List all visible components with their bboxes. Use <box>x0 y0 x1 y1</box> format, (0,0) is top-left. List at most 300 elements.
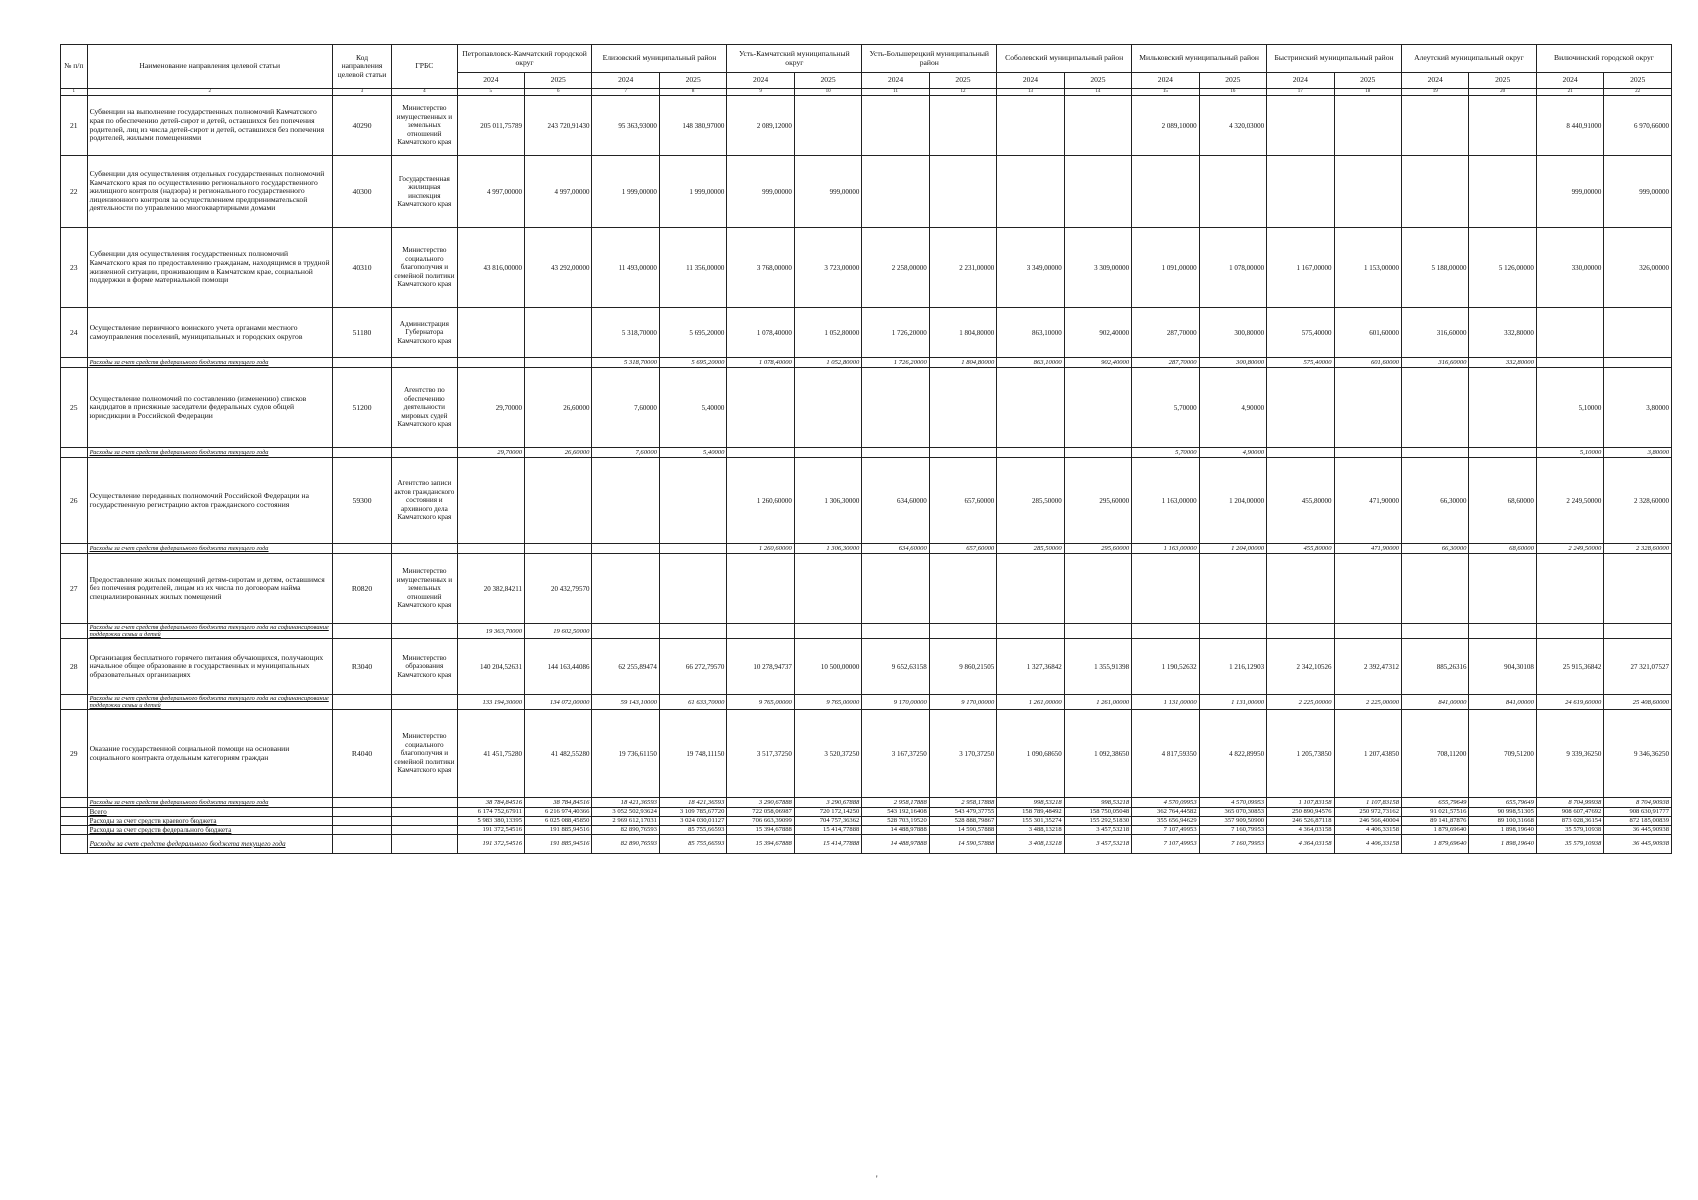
amount-cell: 655,79649 <box>1401 798 1468 808</box>
row-grbs: Агентство записи актов гражданского состояния и архивного дела Камчатского края <box>392 458 457 544</box>
column-number: 17 <box>1267 89 1334 96</box>
amount-cell: 1 999,00000 <box>592 156 659 228</box>
amount-cell: 246 566,40004 <box>1334 817 1401 826</box>
amount-cell: 706 663,39099 <box>727 817 794 826</box>
amount-cell: 2 958,17888 <box>929 798 996 808</box>
amount-cell: 1 260,60000 <box>727 458 794 544</box>
amount-cell: 61 633,70000 <box>659 695 726 710</box>
district-header: Вилючинский городской округ <box>1536 45 1671 73</box>
row-grbs: Государственная жилищная инспекция Камчатского края <box>392 156 457 228</box>
amount-cell: 3 457,53218 <box>1064 826 1131 835</box>
amount-cell: 1 163,00000 <box>1132 458 1199 544</box>
amount-cell: 191 372,54516 <box>457 826 524 835</box>
amount-cell: 85 755,66593 <box>659 835 726 854</box>
row-name: Осуществление переданных полномочий Российской Федерации на государственную регистрацию актов гражданского состояния <box>87 458 332 544</box>
amount-cell <box>929 554 996 624</box>
amount-cell: 15 394,67888 <box>727 835 794 854</box>
amount-cell <box>1401 624 1468 639</box>
col-number-header: № п/п <box>61 45 88 89</box>
amount-cell <box>997 156 1064 228</box>
amount-cell: 1 091,00000 <box>1132 228 1199 308</box>
row-name: Субвенции для осуществления отдельных государственных полномочий Камчатского края по осуществлению регионального государственного жилищного контроля (надзора) и регионального государственного лицензионного контроля за осуществлением предпринимательской деятельности по управлению многоквартирными домами <box>87 156 332 228</box>
amount-cell: 15 414,77888 <box>794 835 861 854</box>
row-name: Расходы за счет средств федерального бюджета текущего года на софинансирование поддержки семьи и детей <box>87 624 332 639</box>
amount-cell <box>997 554 1064 624</box>
amount-cell <box>659 544 726 554</box>
amount-cell <box>862 448 929 458</box>
amount-cell <box>1536 554 1603 624</box>
amount-cell <box>1132 554 1199 624</box>
amount-cell: 528 703,19520 <box>862 817 929 826</box>
amount-cell: 246 526,87118 <box>1267 817 1334 826</box>
amount-cell <box>1401 156 1468 228</box>
amount-cell: 295,60000 <box>1064 544 1131 554</box>
amount-cell: 2 225,00000 <box>1267 695 1334 710</box>
amount-cell: 25 915,36842 <box>1536 639 1603 695</box>
amount-cell: 3 170,37250 <box>929 710 996 798</box>
amount-cell: 15 414,77888 <box>794 826 861 835</box>
amount-cell: 1 306,30000 <box>794 458 861 544</box>
amount-cell <box>1334 624 1401 639</box>
table-row <box>61 228 1672 308</box>
amount-cell: 885,26316 <box>1401 639 1468 695</box>
amount-cell <box>1536 308 1603 358</box>
row-name: Расходы за счет средств федерального бюджета текущего года <box>87 358 332 368</box>
amount-cell: 999,00000 <box>1604 156 1672 228</box>
amount-cell <box>929 624 996 639</box>
amount-cell: 2 249,50000 <box>1536 544 1603 554</box>
amount-cell <box>1604 554 1672 624</box>
amount-cell <box>1401 554 1468 624</box>
row-code <box>332 695 391 710</box>
total-row <box>61 826 1672 835</box>
amount-cell: 2 328,60000 <box>1604 458 1672 544</box>
amount-cell: 1 207,43850 <box>1334 710 1401 798</box>
amount-cell <box>525 358 592 368</box>
amount-cell <box>862 368 929 448</box>
amount-cell <box>929 368 996 448</box>
row-grbs <box>392 358 457 368</box>
amount-cell <box>1064 368 1131 448</box>
amount-cell: 2 342,10526 <box>1267 639 1334 695</box>
amount-cell <box>1267 448 1334 458</box>
row-grbs <box>392 835 457 854</box>
row-name: Расходы за счет средств федерального бюджета <box>87 826 332 835</box>
row-number <box>61 544 88 554</box>
amount-cell: 841,00000 <box>1401 695 1468 710</box>
row-number: 22 <box>61 156 88 228</box>
amount-cell <box>525 544 592 554</box>
column-number: 22 <box>1604 89 1672 96</box>
amount-cell <box>929 156 996 228</box>
amount-cell: 140 204,52631 <box>457 639 524 695</box>
year-header: 2024 <box>1536 73 1603 89</box>
amount-cell: 1 898,19640 <box>1469 835 1536 854</box>
amount-cell: 2 225,00000 <box>1334 695 1401 710</box>
amount-cell: 3 517,37250 <box>727 710 794 798</box>
page-mark: ' <box>876 1174 878 1184</box>
amount-cell: 1 052,80000 <box>794 308 861 358</box>
row-grbs <box>392 808 457 817</box>
row-grbs <box>392 798 457 808</box>
amount-cell: 41 482,55280 <box>525 710 592 798</box>
amount-cell <box>457 544 524 554</box>
row-number <box>61 826 88 835</box>
district-header: Елизовский муниципальный район <box>592 45 727 73</box>
row-grbs: Министерство образования Камчатского края <box>392 639 457 695</box>
district-header: Усть-Камчатский муниципальный округ <box>727 45 862 73</box>
amount-cell: 15 394,67888 <box>727 826 794 835</box>
amount-cell: 1 898,19640 <box>1469 826 1536 835</box>
amount-cell <box>1334 448 1401 458</box>
amount-cell: 998,53218 <box>997 798 1064 808</box>
amount-cell: 316,60000 <box>1401 308 1468 358</box>
amount-cell <box>1064 624 1131 639</box>
amount-cell: 2 969 612,17031 <box>592 817 659 826</box>
amount-cell: 9 346,36250 <box>1604 710 1672 798</box>
amount-cell: 158 750,05048 <box>1064 808 1131 817</box>
row-name: Предоставление жилых помещений детям-сиротам и детям, оставшимся без попечения родителей, лицам из их числа по договорам найма специализированных жилых помещений <box>87 554 332 624</box>
amount-cell: 3 457,53218 <box>1064 835 1131 854</box>
amount-cell <box>794 554 861 624</box>
amount-cell: 82 890,76593 <box>592 835 659 854</box>
amount-cell <box>1199 156 1266 228</box>
district-header: Быстринский муниципальный район <box>1267 45 1402 73</box>
amount-cell: 4 817,59350 <box>1132 710 1199 798</box>
column-number: 15 <box>1132 89 1199 96</box>
amount-cell <box>1064 448 1131 458</box>
amount-cell: 2 958,17888 <box>862 798 929 808</box>
amount-cell: 601,60000 <box>1334 308 1401 358</box>
amount-cell <box>1401 448 1468 458</box>
amount-cell: 35 579,10938 <box>1536 835 1603 854</box>
table-row <box>61 458 1672 544</box>
amount-cell: 43 816,00000 <box>457 228 524 308</box>
column-number: 12 <box>929 89 996 96</box>
row-grbs: Администрация Губернатора Камчатского края <box>392 308 457 358</box>
amount-cell: 9 170,00000 <box>862 695 929 710</box>
amount-cell <box>997 448 1064 458</box>
amount-cell <box>929 448 996 458</box>
amount-cell: 3 768,00000 <box>727 228 794 308</box>
amount-cell <box>1469 368 1536 448</box>
amount-cell <box>1064 96 1131 156</box>
amount-cell <box>525 458 592 544</box>
row-number <box>61 808 88 817</box>
column-number: 18 <box>1334 89 1401 96</box>
amount-cell: 3 349,00000 <box>997 228 1064 308</box>
amount-cell <box>1469 96 1536 156</box>
table-row <box>61 554 1672 624</box>
amount-cell <box>794 368 861 448</box>
amount-cell: 471,90000 <box>1334 458 1401 544</box>
row-name: Расходы за счет средств краевого бюджета <box>87 817 332 826</box>
amount-cell: 36 445,90938 <box>1604 835 1672 854</box>
amount-cell: 43 292,00000 <box>525 228 592 308</box>
amount-cell: 20 432,79570 <box>525 554 592 624</box>
amount-cell: 1 804,80000 <box>929 308 996 358</box>
amount-cell <box>1199 624 1266 639</box>
amount-cell: 330,00000 <box>1536 228 1603 308</box>
amount-cell: 2 089,12000 <box>727 96 794 156</box>
row-grbs <box>392 695 457 710</box>
amount-cell: 191 372,54516 <box>457 835 524 854</box>
column-number: 2 <box>87 89 332 96</box>
amount-cell <box>1469 156 1536 228</box>
amount-cell: 2 392,47312 <box>1334 639 1401 695</box>
year-header: 2024 <box>1401 73 1468 89</box>
amount-cell <box>862 624 929 639</box>
column-number-row <box>61 89 1672 96</box>
column-number: 6 <box>525 89 592 96</box>
amount-cell <box>592 554 659 624</box>
amount-cell: 5 188,00000 <box>1401 228 1468 308</box>
amount-cell: 7,60000 <box>592 368 659 448</box>
amount-cell <box>1267 624 1334 639</box>
row-code: 51200 <box>332 368 391 448</box>
row-grbs: Министерство имущественных и земельных отношений Камчатского края <box>392 96 457 156</box>
year-header: 2025 <box>1604 73 1672 89</box>
amount-cell: 332,80000 <box>1469 358 1536 368</box>
amount-cell: 1 261,00000 <box>997 695 1064 710</box>
subtotal-row <box>61 798 1672 808</box>
row-number: 28 <box>61 639 88 695</box>
amount-cell: 14 488,97888 <box>862 826 929 835</box>
amount-cell: 8 440,91000 <box>1536 96 1603 156</box>
amount-cell: 332,80000 <box>1469 308 1536 358</box>
district-header: Алеутский муниципальный округ <box>1401 45 1536 73</box>
amount-cell: 1 204,00000 <box>1199 544 1266 554</box>
amount-cell: 6 216 974,40366 <box>525 808 592 817</box>
amount-cell: 18 421,36593 <box>659 798 726 808</box>
column-number: 1 <box>61 89 88 96</box>
amount-cell <box>794 448 861 458</box>
year-header: 2025 <box>525 73 592 89</box>
amount-cell: 3 408,13218 <box>997 835 1064 854</box>
row-number <box>61 448 88 458</box>
amount-cell: 365 070,30853 <box>1199 808 1266 817</box>
amount-cell <box>1132 156 1199 228</box>
subtotal-row <box>61 695 1672 710</box>
column-number: 4 <box>392 89 457 96</box>
amount-cell: 8 704,99938 <box>1536 798 1603 808</box>
row-name: Расходы за счет средств федерального бюджета текущего года <box>87 798 332 808</box>
row-number: 27 <box>61 554 88 624</box>
row-number: 24 <box>61 308 88 358</box>
amount-cell <box>1469 554 1536 624</box>
amount-cell: 95 363,93000 <box>592 96 659 156</box>
amount-cell <box>727 368 794 448</box>
amount-cell: 1 107,83158 <box>1267 798 1334 808</box>
year-header: 2024 <box>592 73 659 89</box>
amount-cell <box>1604 624 1672 639</box>
amount-cell: 902,40000 <box>1064 358 1131 368</box>
amount-cell <box>457 308 524 358</box>
amount-cell <box>1604 308 1672 358</box>
amount-cell: 904,30108 <box>1469 639 1536 695</box>
amount-cell: 998,53218 <box>1064 798 1131 808</box>
row-name: Субвенции на выполнение государственных полномочий Камчатского края по обеспечению детей-сирот и детей, оставшихся без попечения родителей, лиц из числа детей-сирот и детей, оставшихся без попечения родителей, жилыми помещениями <box>87 96 332 156</box>
row-number <box>61 817 88 826</box>
year-header: 2024 <box>457 73 524 89</box>
amount-cell: 300,80000 <box>1199 308 1266 358</box>
amount-cell: 41 451,75280 <box>457 710 524 798</box>
row-grbs <box>392 817 457 826</box>
amount-cell: 191 885,94516 <box>525 826 592 835</box>
amount-cell: 38 784,84516 <box>525 798 592 808</box>
amount-cell: 14 488,97888 <box>862 835 929 854</box>
amount-cell: 4 997,00000 <box>457 156 524 228</box>
amount-cell: 250 890,94576 <box>1267 808 1334 817</box>
subtotal-row <box>61 624 1672 639</box>
row-name: Осуществление первичного воинского учета органами местного самоуправления поселений, муниципальных и городских округов <box>87 308 332 358</box>
amount-cell: 6 970,66000 <box>1604 96 1672 156</box>
amount-cell <box>659 458 726 544</box>
amount-cell: 4 822,89950 <box>1199 710 1266 798</box>
total-row <box>61 817 1672 826</box>
amount-cell: 1 204,00000 <box>1199 458 1266 544</box>
year-header: 2025 <box>1334 73 1401 89</box>
amount-cell: 3 109 785,67720 <box>659 808 726 817</box>
amount-cell: 9 170,00000 <box>929 695 996 710</box>
amount-cell: 9 652,63158 <box>862 639 929 695</box>
amount-cell: 26,60000 <box>525 448 592 458</box>
amount-cell: 287,70000 <box>1132 358 1199 368</box>
amount-cell: 3 290,67888 <box>727 798 794 808</box>
subtotal-row <box>61 544 1672 554</box>
column-number: 5 <box>457 89 524 96</box>
amount-cell: 2 249,50000 <box>1536 458 1603 544</box>
amount-cell: 1 261,00000 <box>1064 695 1131 710</box>
amount-cell <box>1334 96 1401 156</box>
row-code <box>332 817 391 826</box>
row-number: 26 <box>61 458 88 544</box>
amount-cell <box>997 96 1064 156</box>
amount-cell: 5,40000 <box>659 448 726 458</box>
amount-cell: 82 890,76593 <box>592 826 659 835</box>
row-name: Расходы за счет средств федерального бюджета текущего года <box>87 544 332 554</box>
amount-cell: 1 999,00000 <box>659 156 726 228</box>
amount-cell: 2 258,00000 <box>862 228 929 308</box>
amount-cell: 6 174 752,67911 <box>457 808 524 817</box>
amount-cell: 19 602,50000 <box>525 624 592 639</box>
row-grbs <box>392 544 457 554</box>
amount-cell: 1 090,68650 <box>997 710 1064 798</box>
amount-cell: 543 192,16408 <box>862 808 929 817</box>
year-header: 2025 <box>659 73 726 89</box>
row-code <box>332 808 391 817</box>
amount-cell <box>929 96 996 156</box>
amount-cell: 5,10000 <box>1536 368 1603 448</box>
year-header: 2024 <box>1267 73 1334 89</box>
row-code <box>332 358 391 368</box>
amount-cell: 720 172,14250 <box>794 808 861 817</box>
amount-cell: 873 028,36154 <box>1536 817 1603 826</box>
amount-cell: 3 723,00000 <box>794 228 861 308</box>
amount-cell: 908 630,91777 <box>1604 808 1672 817</box>
amount-cell: 144 163,44086 <box>525 639 592 695</box>
amount-cell: 4 406,33158 <box>1334 835 1401 854</box>
amount-cell: 20 382,84211 <box>457 554 524 624</box>
amount-cell: 3,80000 <box>1604 448 1672 458</box>
amount-cell: 1 726,20000 <box>862 358 929 368</box>
row-number: 21 <box>61 96 88 156</box>
row-name: Субвенции для осуществления государственных полномочий Камчатского края по предоставлению гражданам, находящимся в трудной жизненной ситуации, проживающим в Камчатском крае, социальной поддержки в форме материальной помощи <box>87 228 332 308</box>
amount-cell: 1 726,20000 <box>862 308 929 358</box>
amount-cell: 1 107,83158 <box>1334 798 1401 808</box>
amount-cell: 6 025 088,45850 <box>525 817 592 826</box>
amount-cell: 3,80000 <box>1604 368 1672 448</box>
amount-cell: 999,00000 <box>794 156 861 228</box>
amount-cell: 5 983 380,13395 <box>457 817 524 826</box>
row-name: Оказание государственной социальной помощи на основании социального контракта отдельным категориям граждан <box>87 710 332 798</box>
amount-cell: 4 364,03158 <box>1267 835 1334 854</box>
amount-cell <box>659 554 726 624</box>
amount-cell: 11 493,00000 <box>592 228 659 308</box>
row-number: 25 <box>61 368 88 448</box>
col-grbs-header: ГРБС <box>392 45 457 89</box>
amount-cell: 14 590,57888 <box>929 835 996 854</box>
amount-cell: 7 107,49953 <box>1132 826 1199 835</box>
row-number: 23 <box>61 228 88 308</box>
row-code: R4040 <box>332 710 391 798</box>
amount-cell: 1 190,52632 <box>1132 639 1199 695</box>
amount-cell: 575,40000 <box>1267 358 1334 368</box>
amount-cell: 285,50000 <box>997 544 1064 554</box>
amount-cell: 300,80000 <box>1199 358 1266 368</box>
amount-cell: 148 380,97000 <box>659 96 726 156</box>
amount-cell: 7 160,79953 <box>1199 835 1266 854</box>
amount-cell: 14 590,57888 <box>929 826 996 835</box>
table-body <box>61 96 1672 854</box>
row-code: 40290 <box>332 96 391 156</box>
amount-cell: 10 500,00000 <box>794 639 861 695</box>
amount-cell: 7 160,79953 <box>1199 826 1266 835</box>
amount-cell: 29,70000 <box>457 368 524 448</box>
amount-cell <box>727 448 794 458</box>
column-number: 14 <box>1064 89 1131 96</box>
amount-cell: 7,60000 <box>592 448 659 458</box>
amount-cell <box>525 308 592 358</box>
subtotal-row <box>61 448 1672 458</box>
col-name-header: Наименование направления целевой статьи <box>87 45 332 89</box>
row-code: 40310 <box>332 228 391 308</box>
column-number: 11 <box>862 89 929 96</box>
amount-cell: 902,40000 <box>1064 308 1131 358</box>
row-grbs: Министерство социального благополучия и семейной политики Камчатского края <box>392 228 457 308</box>
amount-cell: 455,80000 <box>1267 544 1334 554</box>
amount-cell: 5,40000 <box>659 368 726 448</box>
amount-cell: 2 231,00000 <box>929 228 996 308</box>
amount-cell: 722 058,06987 <box>727 808 794 817</box>
amount-cell <box>1469 624 1536 639</box>
district-header: Усть-Большерецкий муниципальный район <box>862 45 997 73</box>
amount-cell <box>1064 554 1131 624</box>
amount-cell: 528 888,79867 <box>929 817 996 826</box>
amount-cell: 1 078,40000 <box>727 308 794 358</box>
row-grbs <box>392 448 457 458</box>
row-name: Расходы за счет средств федерального бюджета текущего года <box>87 835 332 854</box>
amount-cell: 85 755,66593 <box>659 826 726 835</box>
year-header: 2024 <box>727 73 794 89</box>
amount-cell: 205 011,75789 <box>457 96 524 156</box>
amount-cell: 9 860,21505 <box>929 639 996 695</box>
amount-cell: 155 292,51830 <box>1064 817 1131 826</box>
amount-cell: 4,90000 <box>1199 368 1266 448</box>
row-code: 40300 <box>332 156 391 228</box>
amount-cell: 68,60000 <box>1469 458 1536 544</box>
table-row <box>61 96 1672 156</box>
